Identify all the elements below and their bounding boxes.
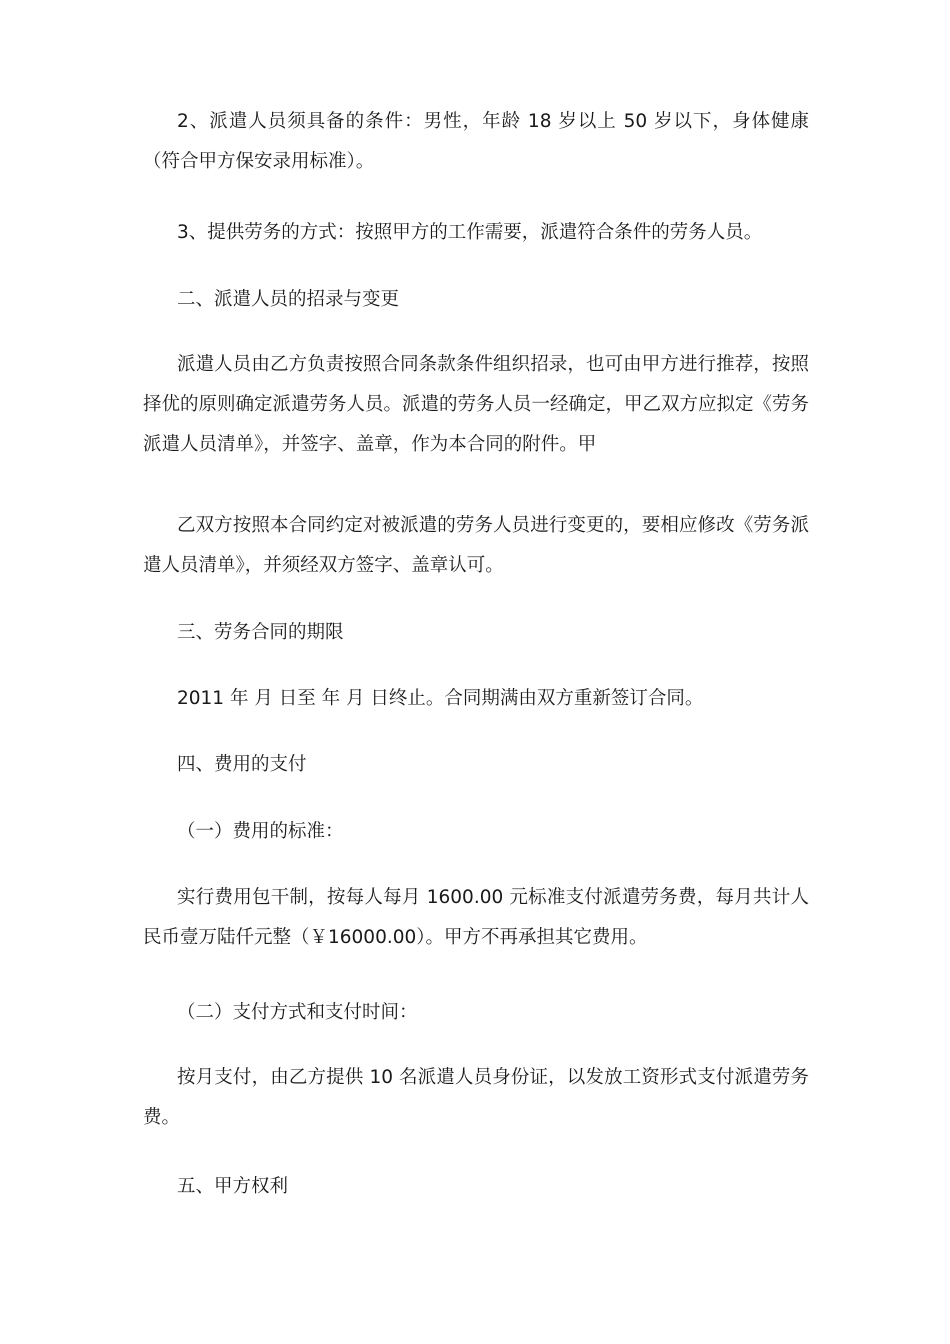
heading-fee-standard: （一）费用的标准： — [177, 821, 344, 842]
paragraph-recruitment: 派遣人员由乙方负责按照合同条款条件组织招录，也可由甲方进行推荐，按照择优的原则确定派遣劳务人员。派遣的劳务人员一经确定，甲乙双方应拟定《劳务派遣人员清单》，并签字、盖章，作为本合同的附件。甲 — [143, 354, 810, 455]
heading-recruitment-and-change: 二、派遣人员的招录与变更 — [177, 289, 400, 310]
paragraph-worker-conditions: 2、派遣人员须具备的条件：男性，年龄 18 岁以上 50 岁以下，身体健康（符合甲方保安录用标准）。 — [143, 111, 809, 172]
heading-party-a-rights: 五、甲方权利 — [177, 1176, 289, 1197]
heading-contract-term: 三、劳务合同的期限 — [177, 622, 344, 643]
heading-payment: 四、费用的支付 — [177, 754, 307, 775]
paragraph-payment-method: 按月支付，由乙方提供 10 名派遣人员身份证，以发放工资形式支付派遣劳务费。 — [143, 1067, 809, 1128]
paragraph-fee-standard: 实行费用包干制，按每人每月 1600.00 元标准支付派遣劳务费，每月共计人民币壹万陆仟元整（￥16000.00）。甲方不再承担其它费用。 — [143, 887, 809, 948]
paragraph-change: 乙双方按照本合同约定对被派遣的劳务人员进行变更的，要相应修改《劳务派遣人员清单》，并须经双方签字、盖章认可。 — [143, 515, 809, 576]
paragraph-service-method: 3、提供劳务的方式：按照甲方的工作需要，派遣符合条件的劳务人员。 — [177, 222, 763, 243]
paragraph-contract-term: 2011 年 月 日至 年 月 日终止。合同期满由双方重新签订合同。 — [177, 688, 704, 709]
heading-payment-method: （二）支付方式和支付时间： — [177, 1002, 418, 1023]
